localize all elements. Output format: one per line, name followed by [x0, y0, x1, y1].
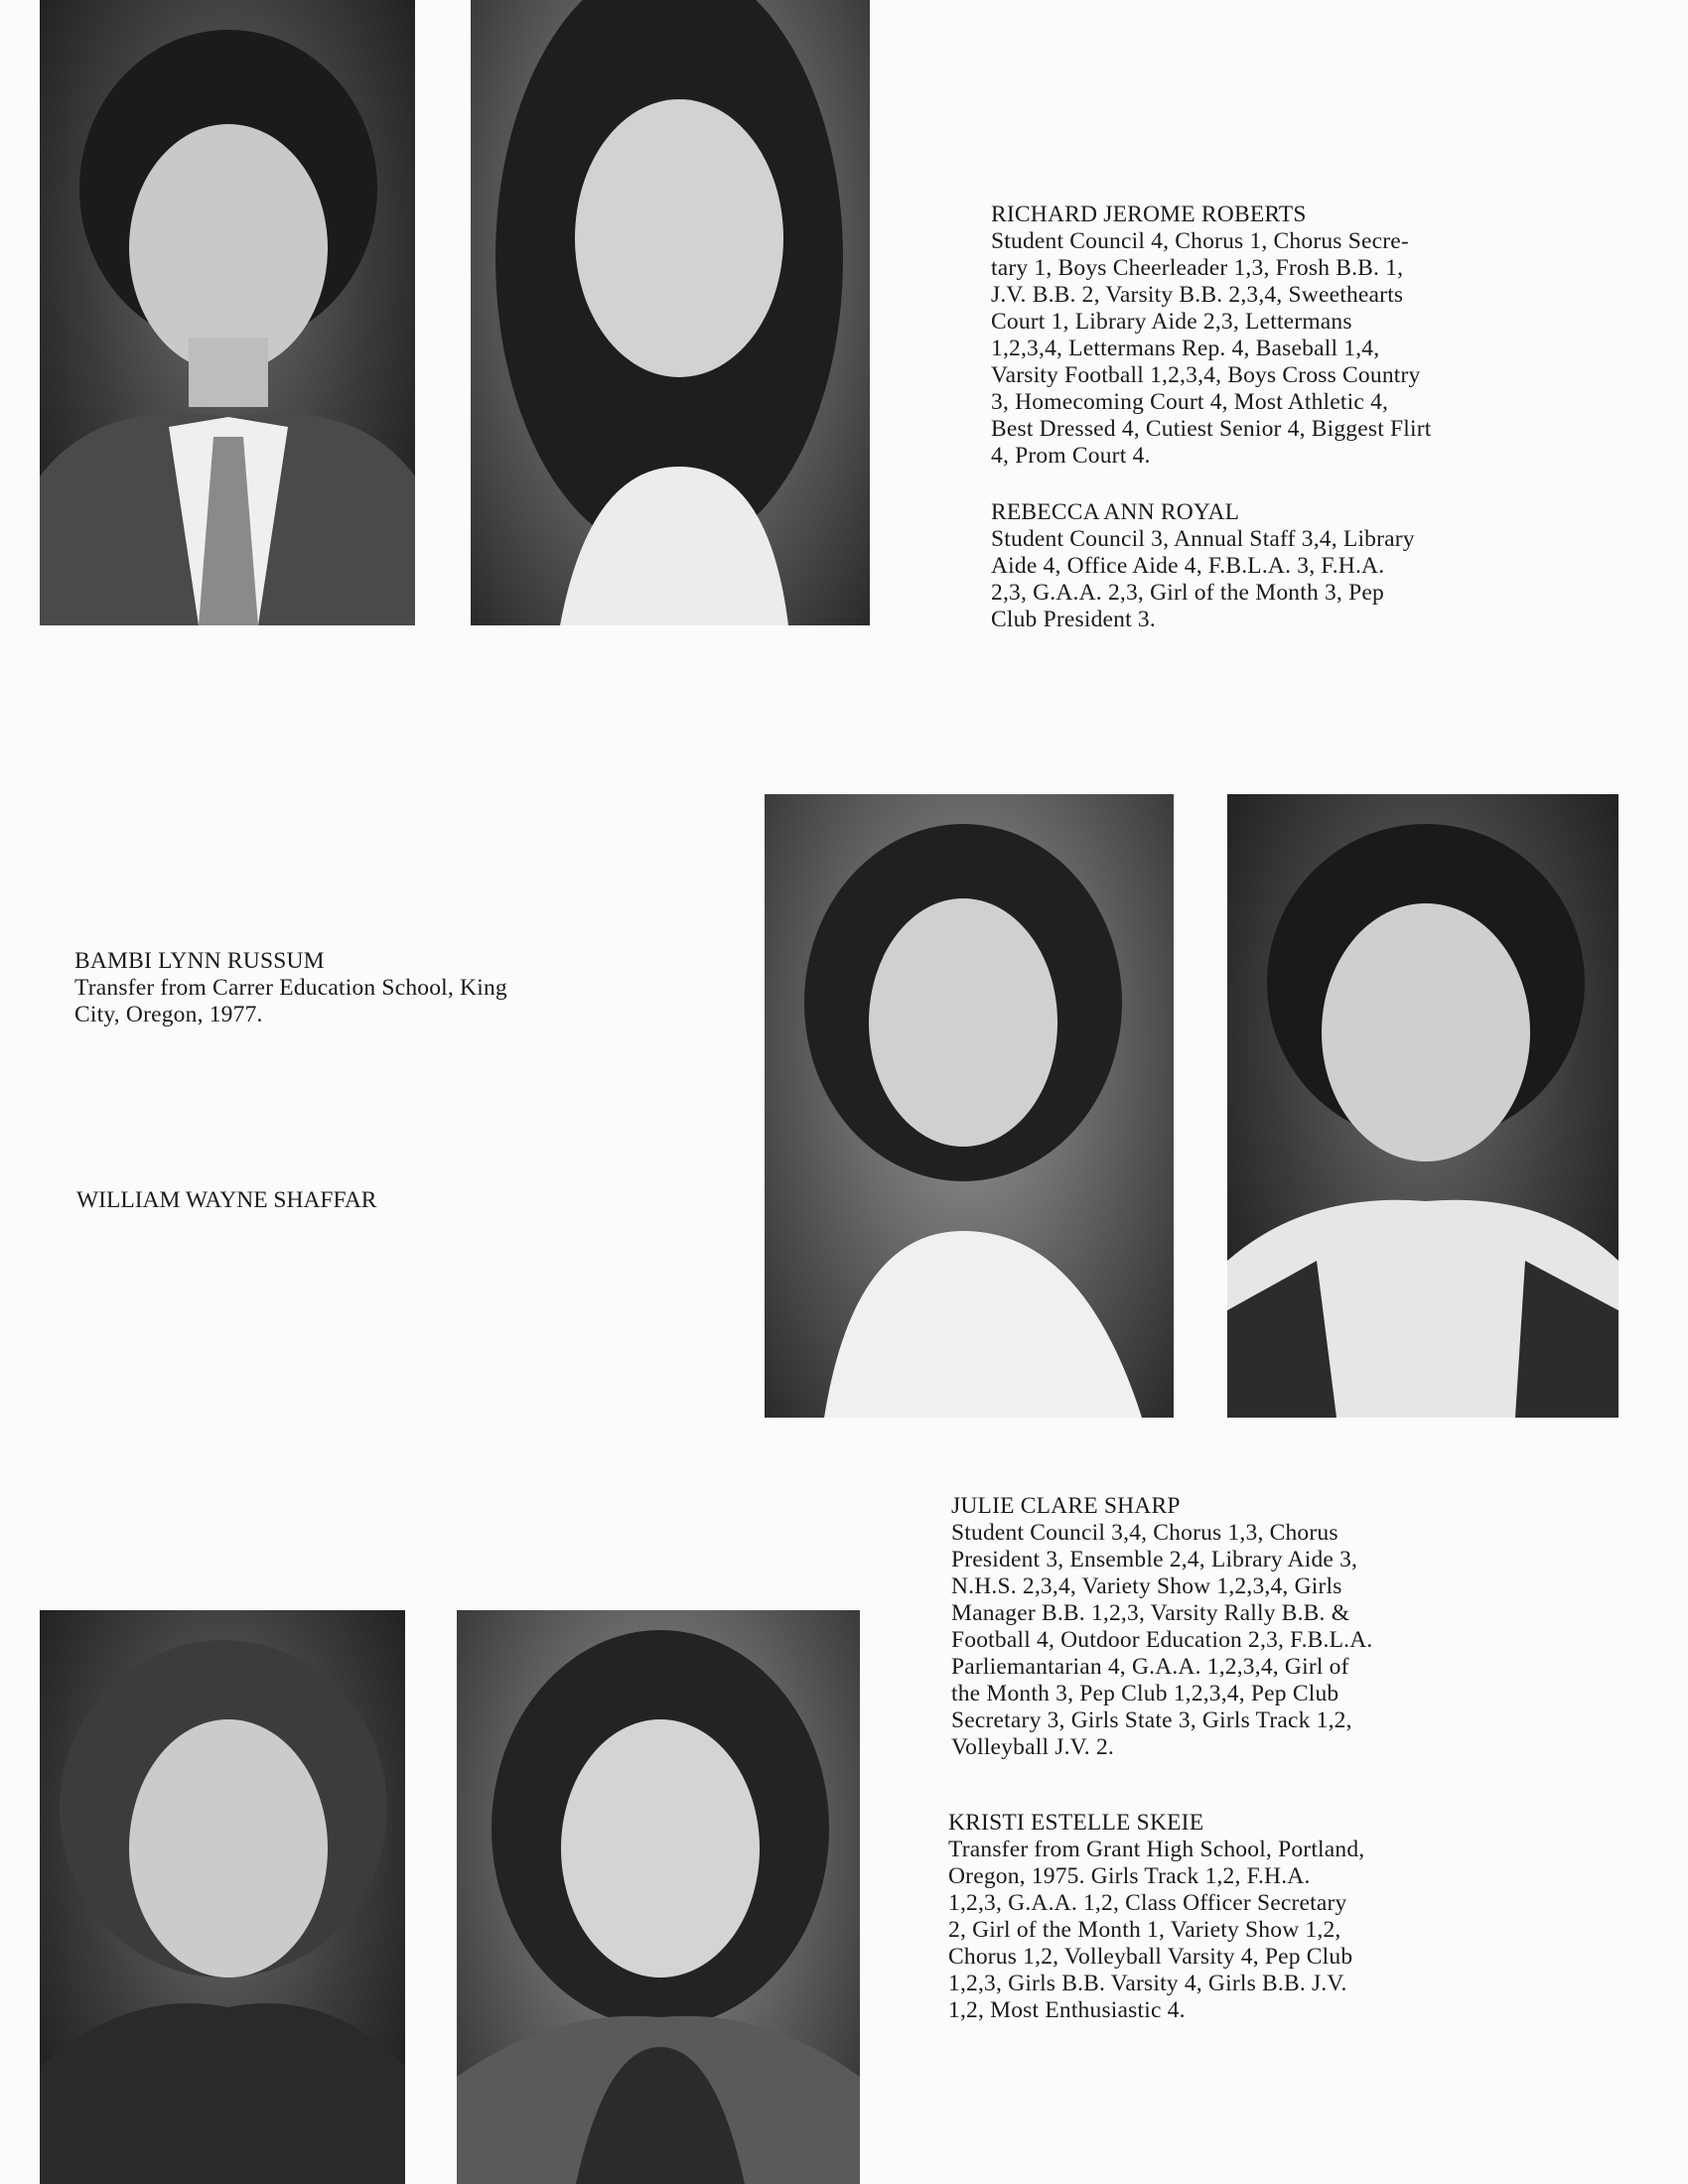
student-name: REBECCA ANN ROYAL: [991, 499, 1240, 525]
portrait-photo-julie-sharp: [40, 1610, 405, 2184]
student-name: RICHARD JEROME ROBERTS: [991, 202, 1307, 227]
student-activities: Transfer from Carrer Education School, King City, Oregon, 1977.: [74, 975, 507, 1027]
bio-kristi-skeie: [948, 1810, 1364, 2024]
portrait-photo-bambi-russum: [765, 794, 1174, 1418]
student-activities: Student Council 3, Annual Staff 3,4, Library Aide 4, Office Aide 4, F.B.L.A. 3, F.H.A. 2,3, G.A.A. 2,3, Girl of the Month 3, Pep Club President 3.: [991, 526, 1415, 632]
portrait-photo-kristi-skeie: [457, 1610, 860, 2184]
student-activities: Student Council 3,4, Chorus 1,3, Chorus President 3, Ensemble 2,4, Library Aide 3, N.H.S. 2,3,4, Variety Show 1,2,3,4, Girls Manager B.B. 1,2,3, Varsity Rally B.B. & Football 4, Outdoor Education 2,3, F.B.L.A. Parliemantarian 4, G.A.A. 1,2,3,4, Girl of the Month 3, Pep Club 1,2,3,4, Pep Club Secretary 3, Girls State 3, Girls Track 1,2, Volleyball J.V. 2.: [951, 1520, 1373, 1760]
student-activities: Transfer from Grant High School, Portland, Oregon, 1975. Girls Track 1,2, F.H.A. 1,2,3, G.A.A. 1,2, Class Officer Secretary 2, Girl of the Month 1, Variety Show 1,2, Chorus 1,2, Volleyball Varsity 4, Pep Club 1,2,3, Girls B.B. Varsity 4, Girls B.B. J.V. 1,2, Most Enthusiastic 4.: [948, 1837, 1365, 2023]
student-name: JULIE CLARE SHARP: [951, 1493, 1181, 1519]
student-name: BAMBI LYNN RUSSUM: [74, 948, 325, 974]
student-name: KRISTI ESTELLE SKEIE: [948, 1810, 1204, 1836]
bio-richard-roberts: [991, 202, 1431, 470]
bio-julie-sharp: [951, 1493, 1372, 1761]
portrait-photo-william-shaffar: [1227, 794, 1618, 1418]
portrait-photo-richard-roberts: [40, 0, 415, 625]
bio-bambi-russum: [74, 948, 507, 1028]
student-activities: Student Council 4, Chorus 1, Chorus Secre- tary 1, Boys Cheerleader 1,3, Frosh B.B. 1, J.V. B.B. 2, Varsity B.B. 2,3,4, Sweethearts Court 1, Library Aide 2,3, Lettermans 1,2,3,4, Lettermans Rep. 4, Baseball 1,4, Varsity Football 1,2,3,4, Boys Cross Country 3, Homecoming Court 4, Most Athletic 4, Best Dressed 4, Cutiest Senior 4, Biggest Flirt 4, Prom Court 4.: [991, 228, 1432, 469]
student-name-william-shaffar: WILLIAM WAYNE SHAFFAR: [76, 1187, 377, 1213]
portrait-photo-rebecca-royal: [471, 0, 870, 625]
bio-rebecca-royal: [991, 499, 1415, 633]
